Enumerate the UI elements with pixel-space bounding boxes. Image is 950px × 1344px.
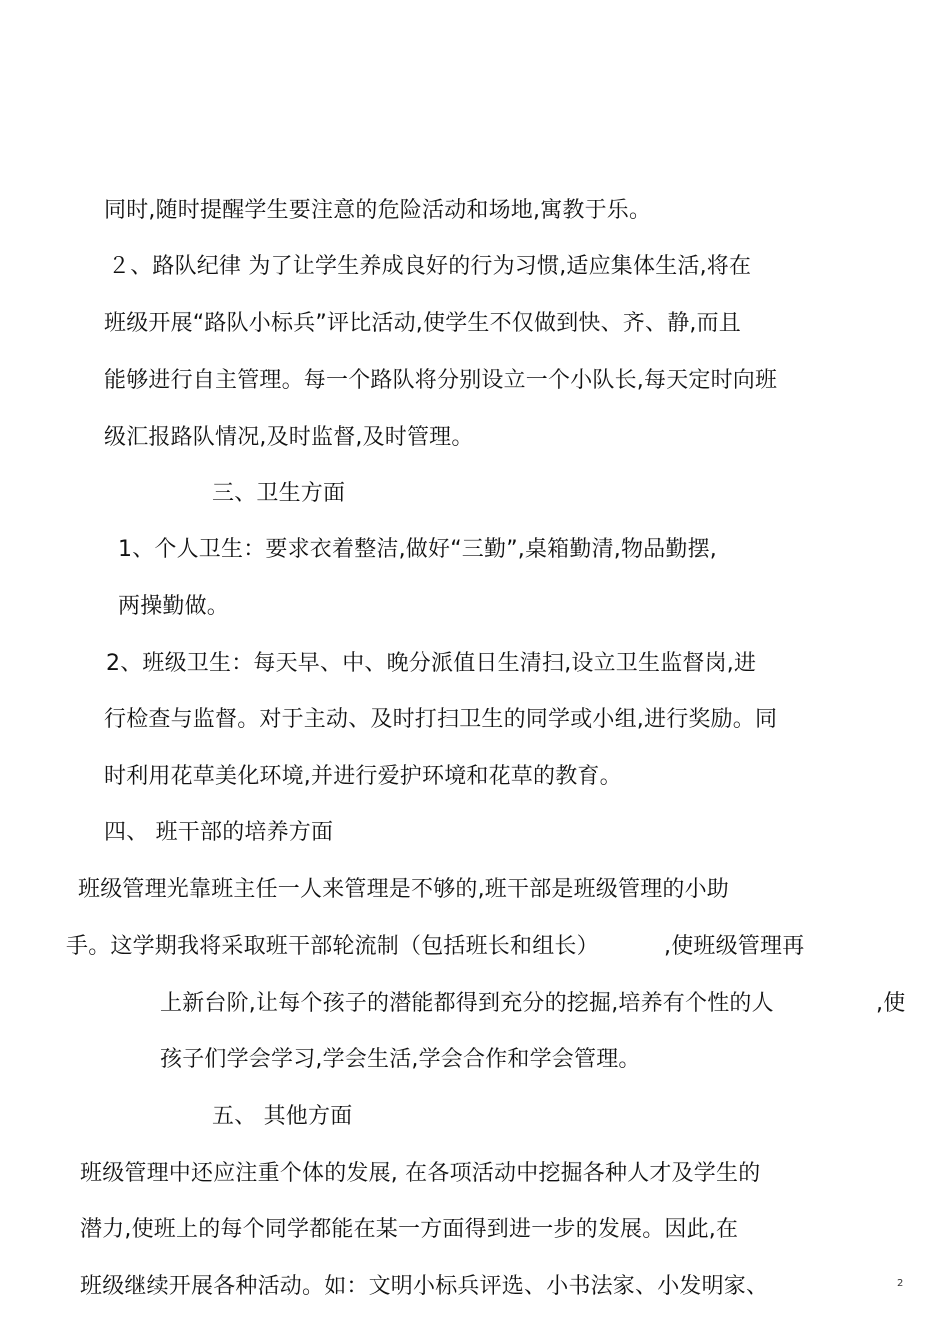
text-line: ,使班级管理再 [664, 934, 805, 959]
text-line: 行检查与监督。对于主动、及时打扫卫生的同学或小组,进行奖励。同 [104, 707, 778, 732]
text-line: 时利用花草美化环境,并进行爱护环境和花草的教育。 [104, 764, 622, 789]
section-heading: 四、 班干部的培养方面 [104, 820, 334, 845]
section-heading: 三、卫生方面 [212, 481, 346, 506]
text-line: 能够进行自主管理。每一个路队将分别设立一个小队长,每天定时向班 [104, 368, 778, 393]
section-heading: 五、 其他方面 [212, 1104, 353, 1129]
page-number: 2 [897, 1278, 904, 1289]
text-line: 潜力,使班上的每个同学都能在某一方面得到进一步的发展。因此,在 [80, 1217, 739, 1242]
text-line: 上新台阶,让每个孩子的潜能都得到充分的挖掘,培养有个性的人 [160, 991, 774, 1016]
text-line: 两操勤做。 [118, 594, 230, 619]
text-line: 班级开展“路队小标兵”评比活动,使学生不仅做到快、齐、静,而且 [104, 311, 741, 336]
text-line: 班级继续开展各种活动。如：文明小标兵评选、小书法家、小发明家、 [80, 1274, 769, 1299]
text-line: 孩子们学会学习,学会生活,学会合作和学会管理。 [160, 1047, 641, 1072]
text-line: 同时,随时提醒学生要注意的危险活动和场地,寓教于乐。 [104, 198, 652, 223]
text-line: ２、路队纪律 为了让学生养成良好的行为习惯,适应集体生活,将在 [108, 254, 752, 279]
text-line: ,使 [876, 991, 906, 1016]
text-line: 手。这学期我将采取班干部轮流制（包括班长和组长） [66, 934, 599, 959]
text-line: 班级管理中还应注重个体的发展, 在各项活动中挖掘各种人才及学生的 [80, 1161, 761, 1186]
text-line: 班级管理光靠班主任一人来管理是不够的,班干部是班级管理的小助 [78, 877, 729, 902]
text-line: 2、班级卫生：每天早、中、晚分派值日生清扫,设立卫生监督岗,进 [106, 651, 757, 676]
text-line: 级汇报路队情况,及时监督,及时管理。 [104, 425, 474, 450]
text-line: 1、个人卫生：要求衣着整洁,做好“三勤”,桌箱勤清,物品勤摆, [118, 537, 717, 562]
